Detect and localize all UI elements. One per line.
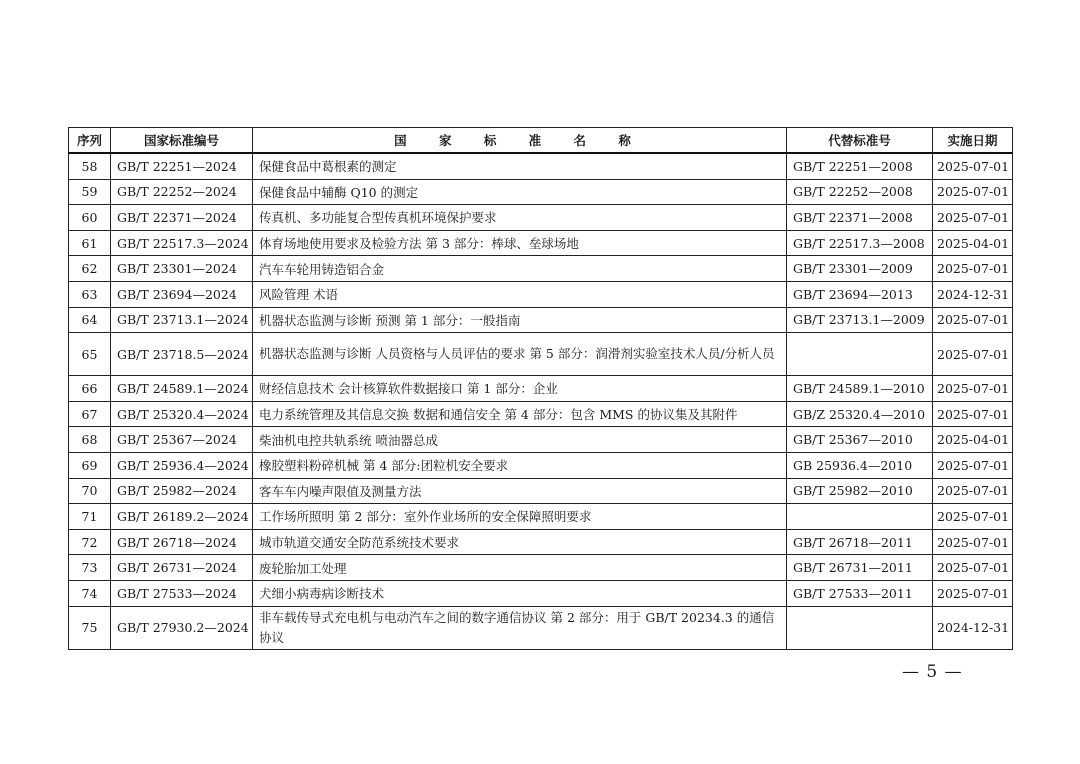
- header-implementation-date: 实施日期: [933, 128, 1013, 154]
- standard-number: GB/T 25936.4—2024: [111, 452, 253, 478]
- table-row: [69, 281, 1013, 307]
- implementation-date: 2025-07-01: [933, 529, 1013, 555]
- table-row: [69, 504, 1013, 530]
- standard-name: 风险管理 术语: [253, 281, 787, 307]
- standard-number: GB/T 22371—2024: [111, 205, 253, 231]
- standard-name: 汽车车轮用铸造铝合金: [253, 256, 787, 282]
- standard-name: 电力系统管理及其信息交换 数据和通信安全 第 4 部分：包含 MMS 的协议集及其附件: [253, 401, 787, 427]
- standard-name: 保健食品中葛根素的测定: [253, 153, 787, 179]
- table-row: [69, 427, 1013, 453]
- header-standard-name: 国 家 标 准 名 称: [253, 128, 787, 154]
- page-number: — 5 —: [902, 662, 963, 682]
- standard-name: 城市轨道交通安全防范系统技术要求: [253, 529, 787, 555]
- replaced-standard: GB/T 22251—2008: [787, 153, 933, 179]
- row-index: 60: [69, 205, 111, 231]
- implementation-date: 2025-07-01: [933, 179, 1013, 205]
- implementation-date: 2025-07-01: [933, 401, 1013, 427]
- replaced-standard: GB/T 25982—2010: [787, 478, 933, 504]
- replaced-standard: [787, 606, 933, 649]
- row-index: 62: [69, 256, 111, 282]
- row-index: 74: [69, 580, 111, 606]
- standard-name: 保健食品中辅酶 Q10 的测定: [253, 179, 787, 205]
- implementation-date: 2025-07-01: [933, 478, 1013, 504]
- table-row: [69, 256, 1013, 282]
- table-header-row: [69, 128, 1013, 154]
- replaced-standard: GB 25936.4—2010: [787, 452, 933, 478]
- row-index: 68: [69, 427, 111, 453]
- implementation-date: 2024-12-31: [933, 606, 1013, 649]
- table-row: [69, 230, 1013, 256]
- table-row: [69, 478, 1013, 504]
- implementation-date: 2025-07-01: [933, 580, 1013, 606]
- table-row: [69, 452, 1013, 478]
- table-row: [69, 606, 1013, 649]
- row-index: 70: [69, 478, 111, 504]
- row-index: 61: [69, 230, 111, 256]
- table-row: [69, 205, 1013, 231]
- standard-name: 机器状态监测与诊断 人员资格与人员评估的要求 第 5 部分：润滑剂实验室技术人员/分析人员: [253, 333, 787, 376]
- standard-number: GB/T 23301—2024: [111, 256, 253, 282]
- implementation-date: 2025-04-01: [933, 427, 1013, 453]
- header-index: 序列: [69, 128, 111, 154]
- implementation-date: 2025-07-01: [933, 376, 1013, 402]
- replaced-standard: GB/T 23713.1—2009: [787, 307, 933, 333]
- table-body: [69, 153, 1013, 649]
- row-index: 72: [69, 529, 111, 555]
- row-index: 73: [69, 555, 111, 581]
- row-index: 59: [69, 179, 111, 205]
- replaced-standard: GB/T 25367—2010: [787, 427, 933, 453]
- standard-number: GB/T 27930.2—2024: [111, 606, 253, 649]
- standard-name: 机器状态监测与诊断 预测 第 1 部分：一般指南: [253, 307, 787, 333]
- standard-number: GB/T 22251—2024: [111, 153, 253, 179]
- implementation-date: 2025-07-01: [933, 256, 1013, 282]
- table-row: [69, 555, 1013, 581]
- replaced-standard: GB/T 26718—2011: [787, 529, 933, 555]
- standard-number: GB/T 27533—2024: [111, 580, 253, 606]
- standard-number: GB/T 26731—2024: [111, 555, 253, 581]
- header-replaced-standard: 代替标准号: [787, 128, 933, 154]
- replaced-standard: GB/T 22371—2008: [787, 205, 933, 231]
- replaced-standard: GB/T 26731—2011: [787, 555, 933, 581]
- row-index: 71: [69, 504, 111, 530]
- header-standard-number: 国家标准编号: [111, 128, 253, 154]
- standard-name: 犬细小病毒病诊断技术: [253, 580, 787, 606]
- standard-number: GB/T 23713.1—2024: [111, 307, 253, 333]
- implementation-date: 2025-07-01: [933, 555, 1013, 581]
- row-index: 63: [69, 281, 111, 307]
- standard-number: GB/T 25367—2024: [111, 427, 253, 453]
- standard-name: 体育场地使用要求及检验方法 第 3 部分：棒球、垒球场地: [253, 230, 787, 256]
- implementation-date: 2025-07-01: [933, 333, 1013, 376]
- standard-number: GB/T 22517.3—2024: [111, 230, 253, 256]
- replaced-standard: GB/T 22517.3—2008: [787, 230, 933, 256]
- row-index: 58: [69, 153, 111, 179]
- standard-number: GB/T 26189.2—2024: [111, 504, 253, 530]
- table-row: [69, 580, 1013, 606]
- standard-number: GB/T 26718—2024: [111, 529, 253, 555]
- row-index: 75: [69, 606, 111, 649]
- implementation-date: 2025-07-01: [933, 504, 1013, 530]
- replaced-standard: GB/T 22252—2008: [787, 179, 933, 205]
- table-row: [69, 376, 1013, 402]
- row-index: 64: [69, 307, 111, 333]
- row-index: 69: [69, 452, 111, 478]
- standards-table: [68, 127, 1013, 650]
- row-index: 66: [69, 376, 111, 402]
- table-row: [69, 529, 1013, 555]
- standard-number: GB/T 23718.5—2024: [111, 333, 253, 376]
- table-row: [69, 307, 1013, 333]
- replaced-standard: GB/T 24589.1—2010: [787, 376, 933, 402]
- table-row: [69, 179, 1013, 205]
- standard-name: 柴油机电控共轨系统 喷油器总成: [253, 427, 787, 453]
- replaced-standard: [787, 504, 933, 530]
- standard-number: GB/T 25320.4—2024: [111, 401, 253, 427]
- implementation-date: 2024-12-31: [933, 281, 1013, 307]
- implementation-date: 2025-07-01: [933, 205, 1013, 231]
- table-row: [69, 153, 1013, 179]
- standard-number: GB/T 22252—2024: [111, 179, 253, 205]
- standard-number: GB/T 25982—2024: [111, 478, 253, 504]
- row-index: 67: [69, 401, 111, 427]
- standard-name: 非车载传导式充电机与电动汽车之间的数字通信协议 第 2 部分：用于 GB/T 20234.3 的通信协议: [253, 606, 787, 649]
- standard-number: GB/T 23694—2024: [111, 281, 253, 307]
- table-row: [69, 333, 1013, 376]
- standard-name: 客车车内噪声限值及测量方法: [253, 478, 787, 504]
- replaced-standard: GB/T 23694—2013: [787, 281, 933, 307]
- replaced-standard: GB/T 23301—2009: [787, 256, 933, 282]
- replaced-standard: GB/Z 25320.4—2010: [787, 401, 933, 427]
- replaced-standard: [787, 333, 933, 376]
- implementation-date: 2025-07-01: [933, 153, 1013, 179]
- implementation-date: 2025-04-01: [933, 230, 1013, 256]
- standard-name: 传真机、多功能复合型传真机环境保护要求: [253, 205, 787, 231]
- standard-name: 工作场所照明 第 2 部分：室外作业场所的安全保障照明要求: [253, 504, 787, 530]
- standard-name: 废轮胎加工处理: [253, 555, 787, 581]
- implementation-date: 2025-07-01: [933, 452, 1013, 478]
- row-index: 65: [69, 333, 111, 376]
- replaced-standard: GB/T 27533—2011: [787, 580, 933, 606]
- standard-name: 橡胶塑料粉碎机械 第 4 部分:团粒机安全要求: [253, 452, 787, 478]
- standard-name: 财经信息技术 会计核算软件数据接口 第 1 部分：企业: [253, 376, 787, 402]
- standard-number: GB/T 24589.1—2024: [111, 376, 253, 402]
- table-row: [69, 401, 1013, 427]
- implementation-date: 2025-07-01: [933, 307, 1013, 333]
